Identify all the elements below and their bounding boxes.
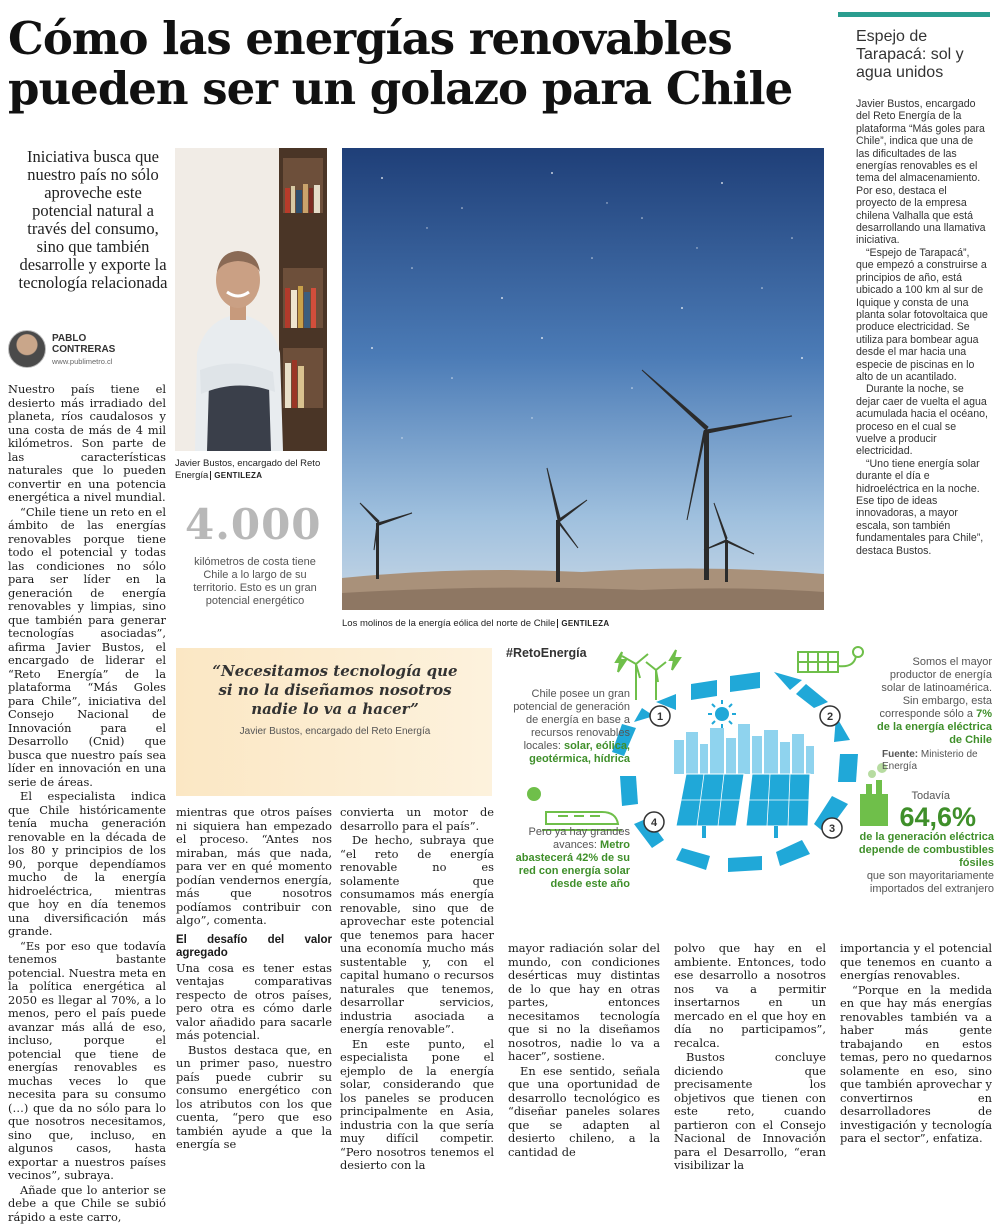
article-paragraph: Bustos destaca que, en un primer paso, nuestro país puede cubrir su consumo energético con los atributos con los que cuenta, “pero que eso también ayude a que la energía se bbox=[176, 1042, 332, 1151]
article-paragraph: Añade que lo anterior se debe a que Chile se subió rápido a este carro, bbox=[8, 1182, 166, 1224]
sidebar-paragraph: “Espejo de Tarapacá”, que empezó a construirse a principios de año, está ubicado a 100 km al sur de Iquique y consta de una planta solar fotovoltaica que produce electricidad. Se utiliza para bombear agua desde el mar hacia una especie de piscinas en lo alto de un acantilado. bbox=[856, 246, 988, 383]
article-paragraph: En ese sentido, señala que una oportunidad de desarrollo tecnológico es “diseñar paneles solares que se adapten al desierto chileno, a la cantidad de bbox=[508, 1063, 660, 1159]
author-avatar bbox=[8, 330, 46, 368]
headline-line-1: Cómo las energías renovables bbox=[8, 12, 732, 65]
author-site: www.publimetro.cl bbox=[52, 357, 113, 366]
article-paragraph: “Porque en la medida en que hay más energías renovables también va a haber más gente trabajando en estos temas, pero no quedarnos solamente en eso, sino que también aprovechar y convertirnos en desarrolladores de investigación y tecnología para el sector”, enfatiza. bbox=[840, 982, 992, 1145]
step-number-3: 3 bbox=[828, 823, 836, 835]
article-paragraph: polvo que hay en el ambiente. Entonces, todo ese desarrollo a nosotros nos va a permitir insertarnos en un mercado en el que hoy en día no participamos”, recalca. bbox=[674, 941, 826, 1050]
solar-panels-icon bbox=[676, 774, 810, 838]
point-3-big-number: 64,6% bbox=[899, 802, 976, 832]
infographic-hashtag: #RetoEnergía bbox=[506, 646, 587, 660]
article-paragraph: El especialista indica que Chile históricamente tenía mucha generación renovable en la década de los 80 y principios de los 90, porque dependíamos mucho de la energía hidroeléctrica, mientras que hoy en día tenemos una diversificación más grande. bbox=[8, 789, 166, 938]
cycle-arrow bbox=[620, 776, 638, 806]
wind-farm-photo bbox=[342, 148, 824, 610]
point-3-pre: Todavía bbox=[911, 790, 950, 802]
point-4-text: Pero ya hay grandes avances: bbox=[528, 826, 630, 851]
infographic-point-1 bbox=[508, 688, 630, 766]
infographic bbox=[506, 644, 996, 912]
cycle-arrow bbox=[774, 672, 802, 690]
article-column-6 bbox=[840, 942, 992, 1147]
article-paragraph: Bustos concluye diciendo que precisamente los objetivos que tienen con este reto, cuando partieron con el Consejo Nacional de Innovación para el Desarrollo, “eran visibilizar la bbox=[674, 1050, 826, 1172]
sidebar-paragraph: “Uno tiene energía solar durante el día e hidroeléctrica en la noche. Ese tipo de ideas innovadoras, a mayor escala, son también fundamentales para Chile”, destaca Bustos. bbox=[856, 457, 984, 557]
city-skyline-icon bbox=[674, 724, 814, 774]
cycle-arrow bbox=[730, 672, 760, 692]
point-2-source-text: Ministerio de Energía bbox=[882, 749, 978, 772]
cycle-arrow bbox=[691, 680, 717, 700]
article-column-5 bbox=[674, 942, 826, 1174]
article-column-3 bbox=[340, 806, 494, 1174]
author-last-name: CONTRERAS bbox=[52, 344, 116, 355]
wind-farm-illustration bbox=[342, 148, 824, 610]
article-paragraph: convierta un motor de desarrollo para el país”. bbox=[340, 805, 494, 833]
article-column-2 bbox=[176, 806, 332, 1153]
cycle-arrow bbox=[728, 856, 762, 872]
cycle-arrow bbox=[776, 840, 810, 866]
article-paragraph: En este punto, el especialista pone el ejemplo de la energía solar, considerando que los paneles se producen principalmente en Asia, industria con la que sería muy difícil competir. “Pero nosotros tenemos el desierto con la bbox=[340, 1036, 494, 1172]
wind-photo-caption-credit: GENTILEZA bbox=[557, 619, 609, 628]
pull-quote-source: Javier Bustos, encargado del Reto Energía bbox=[239, 726, 431, 737]
infographic-point-3 bbox=[842, 790, 994, 896]
wind-photo-caption-text: Los molinos de la energía eólica del norte de Chile bbox=[342, 618, 556, 629]
sidebar-title: Espejo de Tarapacá: sol y agua unidos bbox=[856, 28, 964, 81]
lead-text: Iniciativa busca que nuestro país no sólo aproveche este potencial natural a través del consumo, sino que también desarrolle y exporte la tecnología relacionada bbox=[18, 147, 168, 292]
headline-line-2: pueden ser un golazo para Chile bbox=[8, 62, 793, 115]
pull-quote bbox=[176, 648, 492, 796]
article-paragraph: Una cosa es tener estas ventajas comparativas respecto de otros países, pero otra es cómo darle valor añadido para sacarle más potencial. bbox=[176, 960, 332, 1042]
section-subhead: El desafío del valor agregado bbox=[176, 933, 332, 959]
step-number-2: 2 bbox=[826, 711, 834, 723]
cycle-arrow bbox=[838, 754, 858, 782]
article-paragraph: mayor radiación solar del mundo, con condiciones desérticas muy distintas de lo que hay en otras partes, entonces necesitamos tecnología que si no la diseñamos nosotros, nadie lo va a hacer”, sostiene. bbox=[508, 941, 660, 1063]
point-3-post: que son mayoritariamente importados del extranjero bbox=[866, 870, 994, 895]
solar-meter-icon bbox=[798, 647, 863, 672]
portrait-caption-text: Javier Bustos, encargado del Reto Energía bbox=[175, 458, 321, 481]
pull-quote-text: “Necesitamos tecnología que si no la diseñamos nosotros nadie lo va a hacer” bbox=[212, 662, 458, 718]
sun-icon bbox=[708, 700, 736, 728]
byline bbox=[8, 330, 173, 372]
author-first-name: PABLO bbox=[52, 333, 87, 344]
point-1-text: Chile posee un gran potencial de generación de energía en base a recursos renovables locales: bbox=[513, 688, 630, 752]
sidebar-paragraph: Javier Bustos, encargado del Reto Energía de la plataforma “Más goles para Chile”, indica que una de las dificultades de las energías renovables es el tema del almacenamiento. Por eso, destaca el proyecto de la empresa chilena Valhalla que está desarrollando una llamativa iniciativa. bbox=[856, 98, 986, 247]
train-icon bbox=[528, 788, 622, 830]
point-2-highlight: 7% de la energía eléctrica de Chile bbox=[877, 708, 992, 746]
sidebar-rule bbox=[838, 12, 990, 17]
article-paragraph: De hecho, subraya que “el reto de energía renovable no es solamente que consumamos más energía renovable, sino que de aprovechar este potencial que tenemos para hacer una economía mucho más sustentable y, con el capital humano o recursos naturales que tenemos, desarrollar servicios, industria asociada a energía renovable”. bbox=[340, 833, 494, 1036]
portrait-photo bbox=[175, 148, 327, 451]
cycle-arrow bbox=[796, 684, 828, 708]
article-paragraph: mientras que otros países ni siquiera han empezado el proceso. “Antes nos miraban, más que nada, para ver en qué momento podían vendernos energía, más que nosotros podíamos contribuir con algo”, comenta. bbox=[176, 805, 332, 927]
article-column-4 bbox=[508, 942, 660, 1160]
stat-text: kilómetros de costa tiene Chile a lo largo de su territorio. Esto es un gran potencial energético bbox=[193, 556, 317, 607]
point-4-highlight: Metro abastecerá 42% de su red con energía solar desde este año bbox=[515, 839, 630, 890]
point-2-text: Somos el mayor productor de energía solar de latinoamérica. bbox=[881, 656, 992, 694]
portrait-caption bbox=[175, 458, 325, 482]
infographic-point-4 bbox=[508, 826, 630, 891]
portrait-caption-credit: GENTILEZA bbox=[210, 471, 262, 480]
point-2-subtext: Sin embargo, esta corresponde sólo a bbox=[879, 695, 992, 720]
stat-number: 4.000 bbox=[185, 500, 322, 549]
point-1-highlight: solar, eólica, geotérmica, hídrica bbox=[529, 740, 630, 765]
point-2-source bbox=[870, 749, 992, 772]
article-column-1 bbox=[8, 383, 166, 1225]
cycle-arrow bbox=[676, 848, 710, 870]
point-3-highlight: de la generación eléctrica depende de combustibles fósiles bbox=[858, 831, 994, 869]
article-paragraph: “Es por eso que todavía tenemos bastante potencial. Nuestra meta en la política energética al 2050 es llegar al 70%, a lo menos, pero el país puede avanzar más allá de eso, incluso, porque el potencial que tiene de energías renovables es muchas veces lo que necesita para su consumo (…) que da no sólo para lo que nosotros necesitamos, sino que, incluso, en algunos casos, hasta exportar a nuestros países vecinos”, subraya. bbox=[8, 938, 166, 1182]
wind-photo-caption bbox=[342, 618, 822, 630]
portrait-illustration bbox=[175, 148, 327, 451]
point-2-source-label: Fuente: bbox=[882, 749, 919, 760]
headline bbox=[8, 14, 838, 114]
step-number-1: 1 bbox=[656, 711, 664, 723]
article-paragraph: “Chile tiene un reto en el ámbito de las energías renovables porque tiene todo el potencial y todas las condiciones no sólo para ser líder en la generación de energía renovables y limpias, sino que también para generar tecnologías asociadas”, afirma Javier Bustos, el encargado de liderar el “Reto Energía” de la plataforma “Más Goles para Chile”, iniciativa del Consejo Nacional de Innovación para el Desarrollo (Cnid) que busca que nuestro país sea líder en innovación en una serie de áreas. bbox=[8, 504, 166, 789]
sidebar-paragraph: Durante la noche, se dejar caer de vuelta el agua acumulada hacia el océano, proceso en el cual se vuelve a producir electricidad. bbox=[856, 383, 988, 458]
article-paragraph: importancia y el potencial que tenemos en cuanto a energías renovables. bbox=[840, 941, 992, 982]
step-number-4: 4 bbox=[650, 817, 658, 829]
sidebar-body bbox=[856, 98, 988, 557]
article-paragraph: Nuestro país tiene el desierto más irradiado del planeta, ríos caudalosos y una costa de más de 4 mil kilómetros. Son parte de las características naturales que lo pueden convertir en una potencia energética a nivel mundial. bbox=[8, 382, 166, 504]
infographic-point-2 bbox=[870, 656, 992, 772]
